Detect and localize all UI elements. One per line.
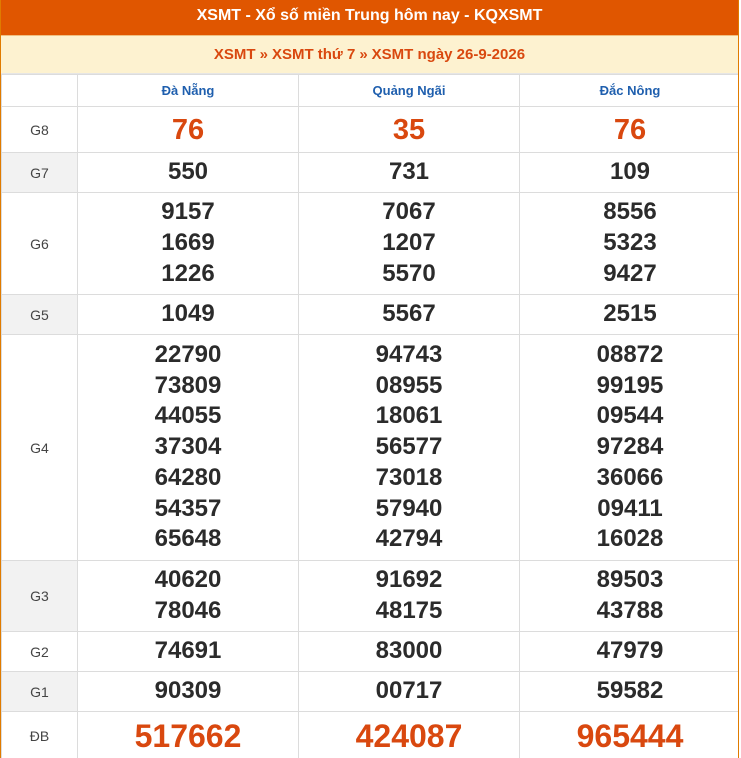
result-number: 78046 bbox=[154, 597, 222, 624]
result-number: 74691 bbox=[154, 637, 222, 665]
prize-cell bbox=[299, 632, 520, 672]
result-number: 109 bbox=[609, 158, 651, 186]
result-number: 8556 bbox=[603, 198, 657, 226]
prize-cell bbox=[520, 335, 740, 561]
province-header[interactable]: Quảng Ngãi bbox=[299, 75, 520, 107]
page-title: XSMT - Xổ số miền Trung hôm nay - KQXSMT bbox=[1, 0, 738, 36]
result-number: 08955 bbox=[375, 371, 443, 399]
prize-label: G6 bbox=[2, 193, 78, 295]
result-number: 517662 bbox=[134, 717, 242, 754]
result-number: 99195 bbox=[596, 371, 664, 399]
prize-label: G1 bbox=[2, 672, 78, 712]
prize-cell bbox=[299, 335, 520, 561]
result-number: 73018 bbox=[375, 463, 443, 491]
results-table bbox=[1, 74, 739, 758]
result-number: 76 bbox=[171, 113, 205, 146]
prize-cell bbox=[520, 193, 740, 295]
result-number: 48175 bbox=[375, 597, 443, 624]
prize-cell bbox=[299, 561, 520, 632]
result-number: 1226 bbox=[161, 259, 215, 287]
breadcrumb bbox=[1, 36, 738, 74]
breadcrumb-separator: » bbox=[259, 46, 268, 63]
result-number: 65648 bbox=[154, 525, 222, 553]
result-number: 36066 bbox=[596, 463, 664, 491]
result-number: 9427 bbox=[603, 259, 657, 287]
result-number: 00717 bbox=[375, 677, 443, 705]
breadcrumb-separator: » bbox=[359, 46, 368, 63]
prize-cell bbox=[520, 561, 740, 632]
result-number: 44055 bbox=[154, 402, 222, 430]
prize-label: G2 bbox=[2, 632, 78, 672]
prize-cell bbox=[78, 193, 299, 295]
prize-row-g8 bbox=[2, 107, 740, 153]
result-number: 83000 bbox=[375, 637, 443, 665]
result-number: 1049 bbox=[161, 300, 215, 328]
prize-label: G3 bbox=[2, 561, 78, 632]
prize-row-g5 bbox=[2, 295, 740, 335]
prize-cell bbox=[520, 153, 740, 193]
prize-label: G8 bbox=[2, 107, 78, 153]
prize-cell bbox=[520, 712, 740, 758]
result-number: 5323 bbox=[603, 229, 657, 257]
breadcrumb-link-thu7[interactable]: XSMT thứ 7 bbox=[271, 46, 356, 63]
prize-cell bbox=[520, 672, 740, 712]
province-header[interactable]: Đắc Nông bbox=[520, 75, 740, 107]
prize-cell bbox=[299, 295, 520, 335]
result-number: 59582 bbox=[596, 677, 664, 705]
result-number: 550 bbox=[167, 158, 209, 186]
result-number: 47979 bbox=[596, 637, 664, 665]
prize-cell bbox=[299, 153, 520, 193]
prize-body bbox=[2, 107, 740, 758]
prize-label: G4 bbox=[2, 335, 78, 561]
result-number: 54357 bbox=[154, 494, 222, 522]
prize-row-g1 bbox=[2, 672, 740, 712]
prize-row-g3 bbox=[2, 561, 740, 632]
result-number: 73809 bbox=[154, 371, 222, 399]
prize-cell bbox=[78, 712, 299, 758]
prize-cell bbox=[78, 153, 299, 193]
prize-row-g4 bbox=[2, 335, 740, 561]
result-number: 64280 bbox=[154, 463, 222, 491]
result-number: 89503 bbox=[596, 566, 664, 594]
result-number: 1669 bbox=[161, 229, 215, 257]
result-number: 94743 bbox=[375, 340, 443, 368]
header-blank bbox=[2, 75, 78, 107]
result-number: 42794 bbox=[375, 525, 443, 553]
prize-row-đb bbox=[2, 712, 740, 758]
prize-cell bbox=[78, 561, 299, 632]
prize-cell bbox=[520, 107, 740, 153]
prize-cell bbox=[299, 193, 520, 295]
result-number: 57940 bbox=[375, 494, 443, 522]
prize-cell bbox=[78, 335, 299, 561]
result-number: 9157 bbox=[161, 198, 215, 226]
breadcrumb-link-date[interactable]: XSMT ngày 26-9-2026 bbox=[371, 46, 526, 63]
result-number: 91692 bbox=[375, 566, 443, 594]
result-number: 43788 bbox=[596, 597, 664, 624]
result-number: 7067 bbox=[382, 198, 436, 226]
result-number: 16028 bbox=[596, 525, 664, 553]
result-number: 5567 bbox=[382, 300, 436, 328]
result-number: 97284 bbox=[596, 433, 664, 461]
result-number: 40620 bbox=[154, 566, 222, 594]
prize-cell bbox=[520, 632, 740, 672]
result-number: 965444 bbox=[576, 717, 684, 754]
result-number: 08872 bbox=[596, 340, 664, 368]
prize-label: G5 bbox=[2, 295, 78, 335]
result-number: 22790 bbox=[154, 340, 222, 368]
result-number: 5570 bbox=[382, 259, 436, 287]
result-number: 18061 bbox=[375, 402, 443, 430]
result-number: 424087 bbox=[355, 717, 463, 754]
prize-row-g2 bbox=[2, 632, 740, 672]
prize-label: ĐB bbox=[2, 712, 78, 758]
prize-label: G7 bbox=[2, 153, 78, 193]
province-header-row bbox=[2, 75, 740, 107]
prize-cell bbox=[520, 295, 740, 335]
result-number: 35 bbox=[392, 113, 426, 146]
result-number: 76 bbox=[613, 113, 647, 146]
result-number: 731 bbox=[388, 158, 430, 186]
prize-cell bbox=[299, 712, 520, 758]
prize-cell bbox=[78, 672, 299, 712]
result-number: 37304 bbox=[154, 433, 222, 461]
result-number: 09411 bbox=[597, 494, 663, 522]
prize-cell bbox=[78, 632, 299, 672]
prize-cell bbox=[78, 107, 299, 153]
province-header[interactable]: Đà Nẵng bbox=[78, 75, 299, 107]
prize-row-g7 bbox=[2, 153, 740, 193]
result-number: 90309 bbox=[154, 677, 222, 705]
prize-cell bbox=[299, 672, 520, 712]
prize-cell bbox=[299, 107, 520, 153]
prize-row-g6 bbox=[2, 193, 740, 295]
result-number: 1207 bbox=[382, 229, 436, 257]
result-number: 09544 bbox=[596, 402, 664, 430]
result-number: 56577 bbox=[375, 433, 443, 461]
breadcrumb-link-xsmt[interactable]: XSMT bbox=[213, 46, 256, 63]
result-number: 2515 bbox=[603, 300, 657, 328]
prize-cell bbox=[78, 295, 299, 335]
